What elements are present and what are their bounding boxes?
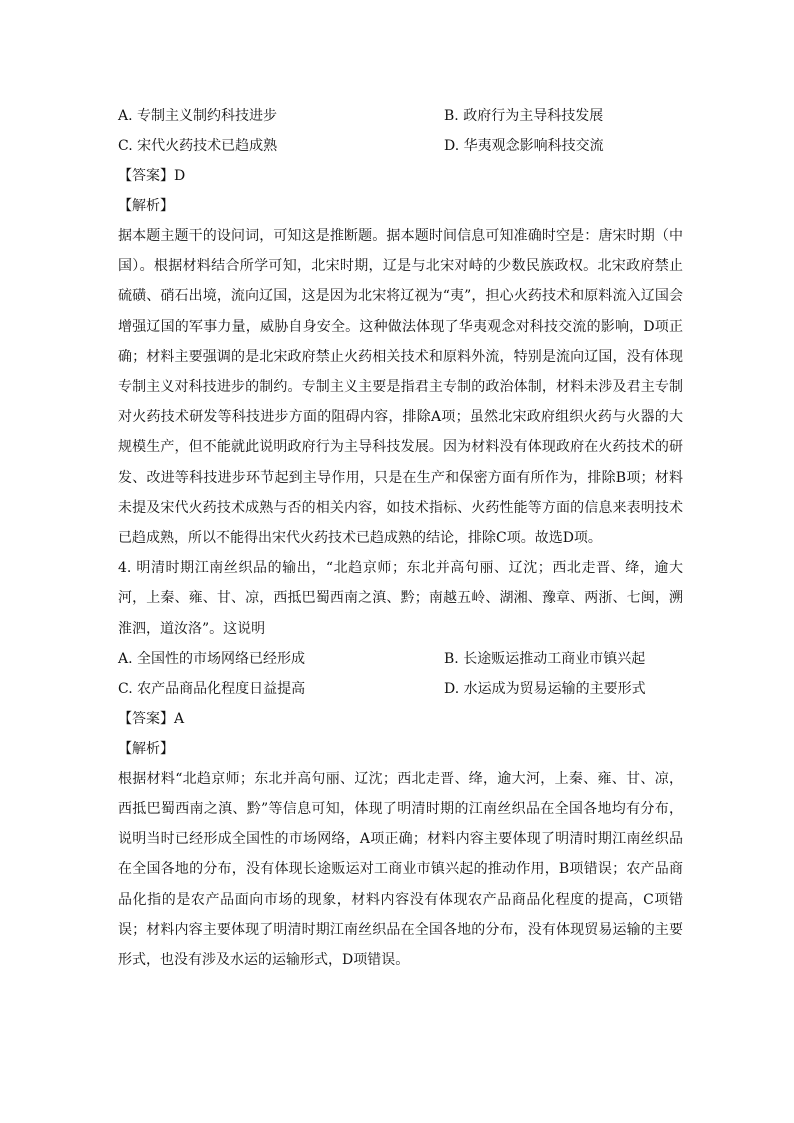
q4-analysis-text: 根据材料“北趋京师；东北并高句丽、辽沈；西北走晋、绛，逾大河，上秦、雍、甘、凉，西抵巴蜀西南之滇、黔”等信息可知，体现了明清时期的江南丝织品在全国各地均有分布，说明当时已经形成全国性的市场网络，A项正确；材料内容主要体现了明清时期江南丝织品在全国各地的分布，没有体现长途贩运对工商业市镇兴起的推动作用，B项错误；农产品商品化指的是农产品面向市场的现象，材料内容没有体现农产品商品化程度的提高，C项错误；材料内容主要体现了明清时期江南丝织品在全国各地的分布，没有体现贸易运输的主要形式，也没有涉及水运的运输形式，D项错误。 xyxy=(118,770,683,969)
q4-option-a: A. 全国性的市场网络已经形成 xyxy=(118,650,306,667)
q3-options-row-2 xyxy=(118,131,683,161)
q4-stem: 4. 明清时期江南丝织品的输出，“北趋京师；东北并高句丽、辽沈；西北走晋、绛，逾大河，上秦、雍、甘、凉，西抵巴蜀西南之滇、黔；南越五岭、湖湘、豫章、两浙、七闽，溯淮泗，道汝洛”。这说明 xyxy=(118,560,683,637)
q4-options-row-2 xyxy=(118,674,683,704)
q3-option-b: B. 政府行为主导科技发展 xyxy=(444,108,604,124)
q4-option-b: B. 长途贩运推动工商业市镇兴起 xyxy=(444,650,646,667)
q3-analysis-text: 据本题主题干的设问词，可知这是推断题。据本题时间信息可知准确时空是：唐宋时期（中国）。根据材料结合所学可知，北宋时期，辽是与北宋对峙的少数民族政权。北宋政府禁止硫磺、硝石出境，流向辽国，这是因为北宋将辽视为“夷”，担心火药技术和原料流入辽国会增强辽国的军事力量，威胁自身安全。这种做法体现了华夷观念对科技交流的影响，D项正确；材料主要强调的是北宋政府禁止火药相关技术和原料外流，特别是流向辽国，没有体现专制主义对科技进步的制约。专制主义主要是指君主专制的政治体制，材料未涉及君主专制对火药技术研发等科技进步方面的阻碍内容，排除A项；虽然北宋政府组织火药与火器的大规模生产，但不能就此说明政府行为主导科技发展。因为材料没有体现政府在火药技术的研发、改进等科技进步环节起到主导作用，只是在生产和保密方面有所作为，排除B项；材料未提及宋代火药技术成熟与否的相关内容，如技术指标、火药性能等方面的信息来表明技术已趋成熟，所以不能得出宋代火药技术已趋成熟的结论，排除C项。故选D项。 xyxy=(118,228,683,547)
q3-answer: 【答案】D xyxy=(118,168,186,184)
q4-options-row-1 xyxy=(118,644,683,674)
q3-option-a: A. 专制主义制约科技进步 xyxy=(118,108,278,124)
q4-option-d: D. 水运成为贸易运输的主要形式 xyxy=(444,680,646,697)
q3-option-c: C. 宋代火药技术已趋成熟 xyxy=(118,138,278,154)
q3-analysis-label: 【解析】 xyxy=(118,198,174,214)
q4-answer: 【答案】A xyxy=(118,710,185,727)
q3-option-d: D. 华夷观念影响科技交流 xyxy=(444,138,604,154)
page-content xyxy=(118,101,683,975)
q4-analysis-label: 【解析】 xyxy=(118,740,174,757)
q3-options-row-1 xyxy=(118,101,683,131)
q4-option-c: C. 农产品商品化程度日益提高 xyxy=(118,680,306,697)
